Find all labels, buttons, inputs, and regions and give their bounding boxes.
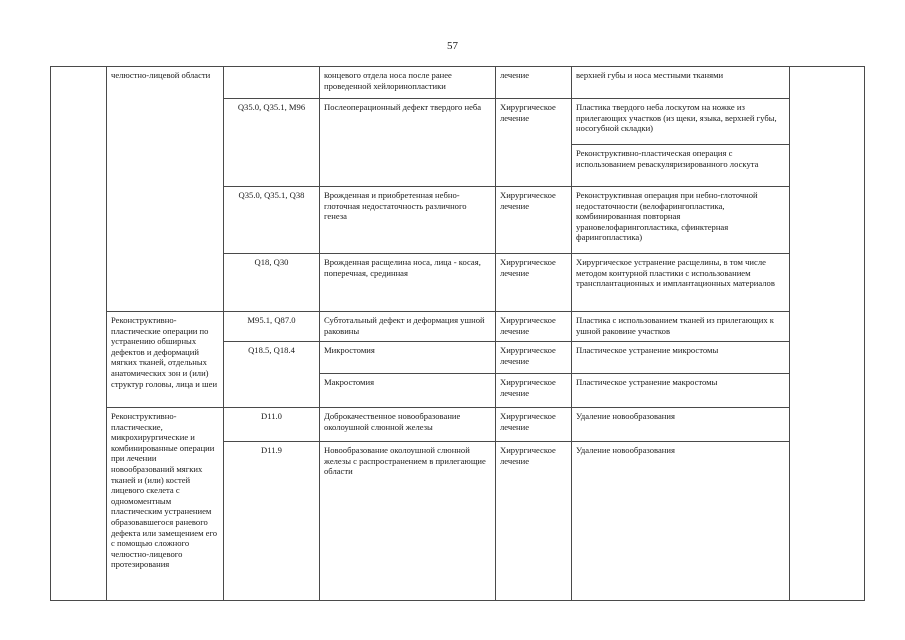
code-cell: Q35.0, Q35.1, M96 xyxy=(224,99,320,187)
treatment-cell: Хирургическое лечение xyxy=(496,342,572,374)
table-row xyxy=(51,408,865,442)
code-cell: D11.0 xyxy=(224,408,320,442)
treatment-cell: Хирургическое лечение xyxy=(496,254,572,312)
method-cell: Пластика с использованием тканей из прилегающих к ушной раковине участков xyxy=(572,312,790,342)
group-cell-maxillofacial: челюстно-лицевой области xyxy=(107,67,224,312)
code-cell: D11.9 xyxy=(224,442,320,601)
table-row xyxy=(51,312,865,342)
index-cell xyxy=(51,67,107,601)
treatment-cell: Хирургическое лечение xyxy=(496,187,572,254)
method-cell: Удаление новообразования xyxy=(572,442,790,601)
extra-cell xyxy=(790,67,865,601)
code-cell xyxy=(224,67,320,99)
diagnosis-cell: Врожденная расщелина носа, лица - косая, поперечная, срединная xyxy=(320,254,496,312)
method-cell: Удаление новообразования xyxy=(572,408,790,442)
code-cell: Q18.5, Q18.4 xyxy=(224,342,320,408)
diagnosis-cell: Доброкачественное новообразование околоушной слюнной железы xyxy=(320,408,496,442)
diagnosis-cell: концевого отдела носа после ранее проведенной хейлоринопластики xyxy=(320,67,496,99)
diagnosis-cell: Субтотальный дефект и деформация ушной раковины xyxy=(320,312,496,342)
diagnosis-cell: Микростомия xyxy=(320,342,496,374)
diagnosis-cell: Макростомия xyxy=(320,374,496,408)
group-cell-reconstructive: Реконструктивно-пластические операции по устранению обширных дефектов и деформаций мягких тканей, отдельных анатомических зон и (или) структур головы, лица и шеи xyxy=(107,312,224,408)
diagnosis-cell: Врожденная и приобретенная небно-глоточная недостаточность различного генеза xyxy=(320,187,496,254)
method-cell: Пластика твердого неба лоскутом на ножке из прилегающих участков (из щеки, языка, верхней губы, носогубной складки) xyxy=(572,99,790,145)
method-cell: Реконструктивная операция при небно-глоточной недостаточности (велофарингопластика, комбинированная повторная урановелофарингопластика, сфинктерная фарингопластика) xyxy=(572,187,790,254)
diagnosis-cell: Послеоперационный дефект твердого неба xyxy=(320,99,496,187)
treatment-cell: Хирургическое лечение xyxy=(496,408,572,442)
page-number: 57 xyxy=(447,40,458,52)
method-cell: Хирургическое устранение расщелины, в том числе методом контурной пластики с использованием трансплантационных и имплантационных материалов xyxy=(572,254,790,312)
code-cell: Q35.0, Q35.1, Q38 xyxy=(224,187,320,254)
treatment-cell: Хирургическое лечение xyxy=(496,312,572,342)
method-cell: Пластическое устранение микростомы xyxy=(572,342,790,374)
treatment-cell: Хирургическое лечение xyxy=(496,374,572,408)
diagnosis-cell: Новообразование околоушной слюнной железы с распространением в прилегающие области xyxy=(320,442,496,601)
group-cell-oncology: Реконструктивно-пластические, микрохирургические и комбинированные операции при лечении новообразований мягких тканей и (или) костей лицевого скелета с одномоментным пластическим устранением образовавшегося раневого дефекта или замещением его с помощью сложного челюстно-лицевого протезирования xyxy=(107,408,224,601)
treatment-cell: Хирургическое лечение xyxy=(496,99,572,187)
procedures-table xyxy=(50,66,865,601)
method-cell: Пластическое устранение макростомы xyxy=(572,374,790,408)
code-cell: Q18, Q30 xyxy=(224,254,320,312)
treatment-cell: лечение xyxy=(496,67,572,99)
treatment-cell: Хирургическое лечение xyxy=(496,442,572,601)
method-cell: Реконструктивно-пластическая операция с использованием реваскуляризированного лоскута xyxy=(572,145,790,187)
code-cell: M95.1, Q87.0 xyxy=(224,312,320,342)
document-table-wrapper xyxy=(50,66,864,600)
method-cell: верхней губы и носа местными тканями xyxy=(572,67,790,99)
table-row xyxy=(51,67,865,99)
